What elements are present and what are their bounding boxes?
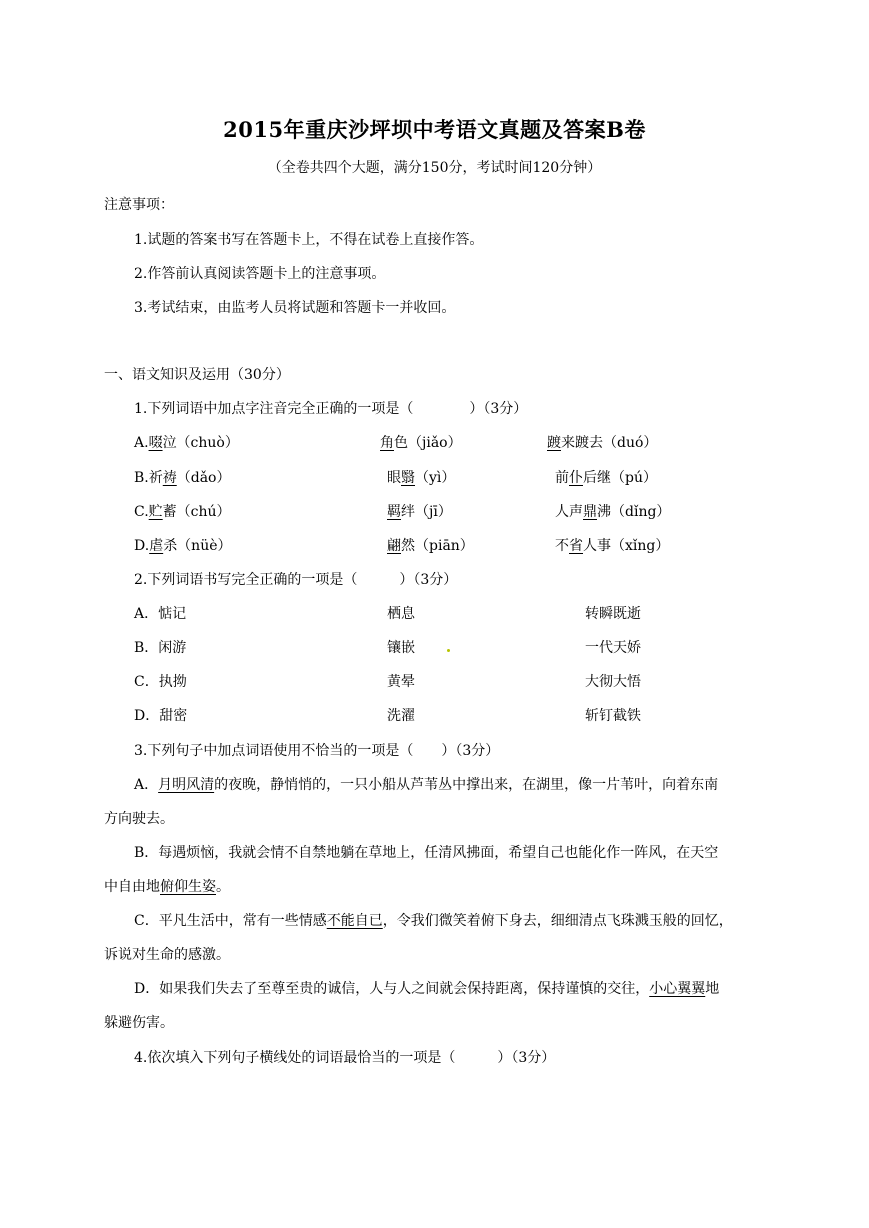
q1-option-b-word1: B.祈祷（dǎo） [134,470,231,486]
q1-option-b-word3: 前仆后继（pú） [555,470,657,486]
q2-option-c-word3: 大彻大悟 [585,674,641,690]
q3-option-c-cont: 诉说对生命的感激。 [104,947,230,963]
q1-option-a-word2: 角色（jiǎo） [380,435,462,451]
q3-option-c: C．平凡生活中，常有一些情感不能自已，令我们微笑着俯下身去，细细清点飞珠溅玉般的回忆， [134,913,733,929]
q1-option-a-word3: 踱来踱去（duó） [547,435,658,451]
notice-item: 1.试题的答案书写在答题卡上，不得在试卷上直接作答。 [134,232,484,248]
stray-mark [447,649,450,652]
q3-option-d-cont: 躲避伤害。 [104,1015,174,1031]
q2-option-d-word2: 洗濯 [387,708,415,724]
section-heading: 一、语文知识及运用（30分） [104,367,290,383]
q2-option-d-word3: 斩钉截铁 [585,708,641,724]
notice-item: 2.作答前认真阅读答题卡上的注意事项。 [134,266,386,282]
q2-option-a-word2: 栖息 [387,606,415,622]
q2-option-b-word2: 镶嵌 [387,640,415,656]
question-stem: 4.依次填入下列句子横线处的词语最恰当的一项是（ ）（3分） [134,1050,556,1066]
question-stem: 3.下列句子中加点词语使用不恰当的一项是（ ）（3分） [134,743,500,759]
q1-option-c-word2: 羁绊（jī） [387,504,452,520]
q2-option-c-word2: 黄晕 [387,674,415,690]
q1-option-c-word3: 人声鼎沸（dǐng） [555,504,671,520]
q3-option-b-cont: 中自由地俯仰生姿。 [104,879,230,895]
q1-option-b-word2: 眼翳（yì） [387,470,456,486]
q1-option-c-word1: C.贮蓄（chú） [134,504,231,520]
question-stem: 2.下列词语书写完全正确的一项是（ ）（3分） [134,572,458,588]
page-title: 2015年重庆沙坪坝中考语文真题及答案B卷 [223,117,646,142]
q2-option-c-word1: C．执拗 [134,674,187,690]
question-stem: 1.下列词语中加点字注音完全正确的一项是（ ）（3分） [134,401,528,417]
page-subtitle: （全卷共四个大题，满分150分，考试时间120分钟） [267,160,602,176]
q3-option-b: B．每遇烦恼，我就会情不自禁地躺在草地上，任清风拂面，希望自己也能化作一阵风，在天空 [134,845,719,861]
q3-option-a: A．月明风清的夜晚，静悄悄的，一只小船从芦苇丛中撑出来，在湖里，像一片苇叶，向着东南 [134,777,719,793]
q1-option-d-word1: D.虐杀（nüè） [134,538,232,554]
q3-option-d: D．如果我们失去了至尊至贵的诚信，人与人之间就会保持距离，保持谨慎的交往，小心翼翼地 [134,981,720,997]
notice-item: 3.考试结束，由监考人员将试题和答题卡一并收回。 [134,300,456,316]
q3-option-a-cont: 方向驶去。 [104,811,174,827]
q1-option-a-word1: A.啜泣（chuò） [134,435,239,451]
notice-heading: 注意事项： [104,197,174,213]
q2-option-a-word1: A．惦记 [134,606,187,622]
q2-option-d-word1: D．甜密 [134,708,188,724]
q2-option-b-word1: B．闲游 [134,640,187,656]
q2-option-a-word3: 转瞬既逝 [585,606,641,622]
q1-option-d-word3: 不省人事（xǐng） [555,538,670,554]
q2-option-b-word3: 一代天娇 [585,640,641,656]
q1-option-d-word2: 翩然（piān） [387,538,474,554]
